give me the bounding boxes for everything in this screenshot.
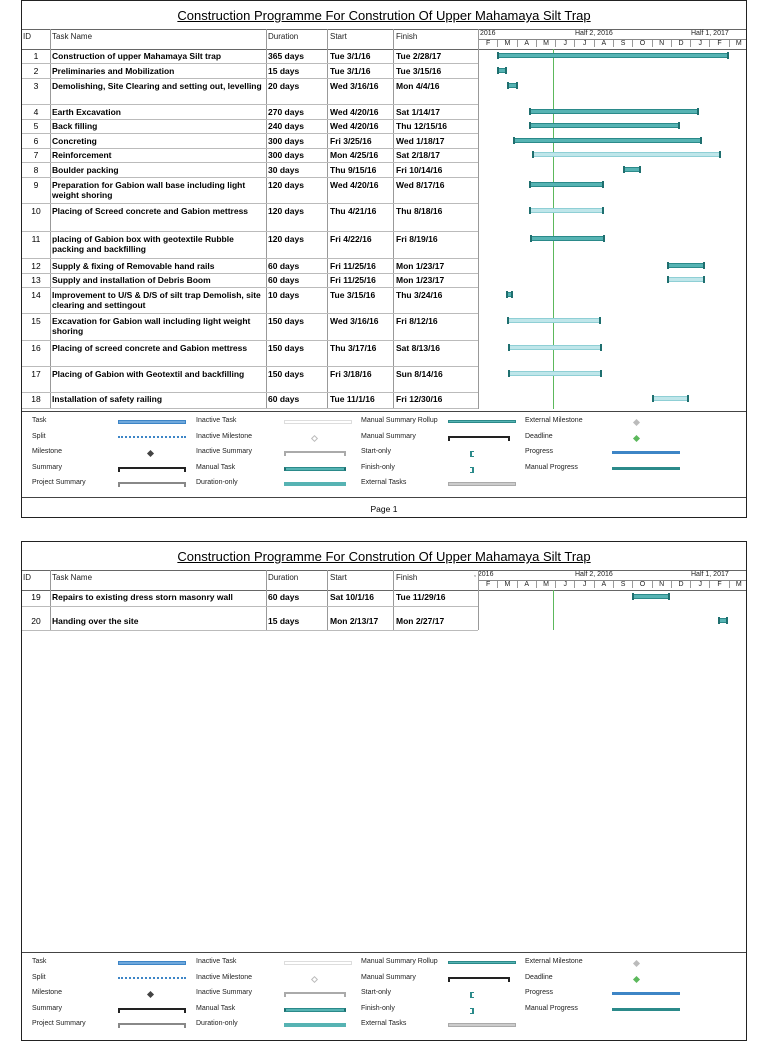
legend-swatch-psummary — [118, 482, 186, 487]
legend-label: Manual Task — [196, 463, 236, 471]
legend-swatch-insum — [284, 992, 346, 997]
legend-swatch-progress — [612, 451, 680, 454]
task-duration: 240 days — [268, 121, 304, 131]
task-start: Wed 4/20/16 — [330, 180, 379, 190]
month-label: A — [594, 40, 613, 47]
row-separator — [22, 63, 478, 64]
gantt-bar — [718, 618, 728, 623]
month-label: A — [517, 40, 536, 47]
task-finish: Fri 8/19/16 — [396, 234, 438, 244]
task-id: 16 — [31, 343, 41, 353]
grid-line — [327, 29, 328, 409]
month-label: D — [671, 581, 690, 588]
month-label: F — [709, 40, 728, 47]
legend-label: Milestone — [32, 448, 62, 455]
row-separator — [22, 273, 478, 274]
gantt-bar — [529, 123, 680, 128]
col-header-finish: Finish — [396, 573, 418, 582]
legend-label: Summary — [32, 463, 62, 471]
row-separator — [22, 203, 478, 204]
task-duration: 60 days — [268, 394, 300, 404]
row-separator — [22, 231, 478, 232]
task-id: 7 — [33, 150, 39, 160]
task-id: 6 — [33, 136, 39, 146]
task-id: 5 — [33, 121, 39, 131]
month-label: J — [555, 40, 574, 47]
legend-label: Manual Progress — [525, 463, 578, 471]
gantt-page-2 — [21, 541, 747, 1041]
legend-label: Split — [32, 432, 46, 440]
task-id: 10 — [31, 206, 41, 216]
task-finish: Thu 12/15/16 — [396, 121, 448, 131]
task-finish: Mon 4/4/16 — [396, 81, 440, 91]
task-name: Handing over the site — [52, 616, 139, 626]
legend-swatch-startonly — [470, 451, 474, 457]
task-duration: 150 days — [268, 316, 304, 326]
task-start: Tue 11/1/16 — [330, 394, 375, 404]
task-name: Excavation for Gabion wall including light weight shoring — [52, 316, 251, 336]
legend-label: Manual Task — [196, 1004, 236, 1012]
gantt-bar — [623, 167, 641, 172]
grid-line — [50, 570, 51, 630]
legend-label: Inactive Summary — [196, 448, 253, 455]
row-separator — [22, 119, 478, 120]
grid-line — [266, 570, 267, 630]
row-separator — [22, 630, 478, 631]
task-duration: 120 days — [268, 234, 304, 244]
gantt-bar — [532, 152, 721, 157]
gantt-bar — [530, 236, 605, 241]
legend-label: Inactive Task — [196, 958, 237, 965]
gantt-bar — [529, 208, 604, 213]
grid-line — [393, 29, 394, 409]
legend-swatch-extmile — [633, 419, 640, 426]
task-id: 8 — [33, 165, 39, 175]
gantt-bar — [632, 594, 670, 599]
month-label: O — [632, 40, 651, 47]
task-start: Mon 4/25/16 — [330, 150, 379, 160]
month-label: S — [613, 40, 632, 47]
task-name: Installation of safety railing — [52, 394, 163, 404]
task-name: Supply and installation of Debris Boom — [52, 275, 211, 285]
task-name: Improvement to U/S & D/S of silt trap Demolish, site clearing and settingout — [52, 290, 261, 310]
task-id: 15 — [31, 316, 41, 326]
current-date-line — [553, 49, 554, 409]
task-name: Concreting — [52, 136, 97, 146]
legend-label: Project Summary — [32, 479, 86, 486]
task-duration: 60 days — [268, 592, 300, 602]
month-label: F — [709, 581, 728, 588]
gantt-bar — [667, 277, 705, 282]
legend-swatch-milestone — [147, 450, 154, 457]
task-duration: 10 days — [268, 290, 300, 300]
gantt-bar — [529, 182, 604, 187]
col-header-start: Start — [330, 573, 347, 582]
month-label: A — [594, 581, 613, 588]
task-start: Tue 3/1/16 — [330, 51, 371, 61]
month-label: M — [497, 581, 516, 588]
task-start: Fri 3/18/16 — [330, 369, 372, 379]
legend-swatch-manual — [284, 1008, 346, 1012]
col-header-name: Task Name — [52, 573, 93, 582]
legend-swatch-summary — [118, 467, 186, 472]
task-start: Mon 2/13/17 — [330, 616, 379, 626]
footer-line — [22, 497, 746, 498]
grid-line — [478, 570, 479, 630]
month-label: M — [729, 581, 747, 588]
legend-swatch-insum — [284, 451, 346, 456]
legend-label: Manual Progress — [525, 1004, 578, 1012]
grid-line — [327, 570, 328, 630]
col-header-id: ID — [23, 32, 31, 41]
page-title: Construction Programme For Constrution Of Upper Mahamaya Silt Trap — [177, 549, 591, 564]
task-duration: 60 days — [268, 275, 300, 285]
legend-label: Milestone — [32, 989, 62, 996]
task-name: Repairs to existing dress storn masonry wall — [52, 592, 233, 602]
legend-swatch-startonly — [470, 992, 474, 998]
gantt-bar — [507, 83, 519, 88]
legend-label: Split — [32, 973, 46, 981]
legend-label: Duration-only — [196, 479, 238, 486]
gantt-bar — [497, 53, 728, 58]
month-label: M — [536, 581, 555, 588]
task-id: 9 — [33, 180, 39, 190]
legend-swatch-inactive — [284, 420, 352, 424]
task-duration: 270 days — [268, 107, 304, 117]
task-name: Placing of Gabion with Geotextil and backfilling — [52, 369, 245, 379]
task-name: Placing of Screed concrete and Gabion mettress — [52, 206, 249, 216]
task-finish: Sat 8/13/16 — [396, 343, 440, 353]
timeline-period-1: , 2016 — [474, 571, 494, 578]
task-id: 20 — [31, 616, 41, 626]
legend-label: Deadline — [525, 973, 553, 981]
timeline-period-1: 2016 — [480, 30, 496, 37]
task-start: Fri 4/22/16 — [330, 234, 372, 244]
grid-line — [266, 29, 267, 409]
timeline-period-2: Half 2, 2016 — [575, 30, 613, 37]
task-id: 17 — [31, 369, 41, 379]
legend-label: Manual Summary Rollup — [361, 958, 438, 965]
task-duration: 120 days — [268, 206, 304, 216]
legend-swatch-msum — [448, 436, 510, 441]
month-label: J — [690, 581, 709, 588]
month-label: M — [497, 40, 516, 47]
task-duration: 150 days — [268, 343, 304, 353]
legend-swatch-inmile — [311, 434, 318, 441]
row-separator — [22, 78, 478, 79]
month-label: J — [574, 581, 593, 588]
grid-line — [393, 570, 394, 630]
task-name: placing of Gabion box with geotextile Rubble packing and backfilling — [52, 234, 234, 254]
task-id: 13 — [31, 275, 41, 285]
legend-swatch-msr — [448, 420, 516, 423]
task-finish: Tue 11/29/16 — [396, 592, 446, 602]
legend-swatch-msum — [448, 977, 510, 982]
task-id: 2 — [33, 66, 39, 76]
legend-swatch-split — [118, 436, 186, 438]
gantt-bar — [529, 109, 699, 114]
row-separator — [22, 162, 478, 163]
col-header-start: Start — [330, 32, 347, 41]
row-separator — [22, 287, 478, 288]
legend-swatch-deadline — [633, 434, 640, 441]
legend-label: Inactive Task — [196, 417, 237, 424]
task-id: 19 — [31, 592, 41, 602]
header-top-line — [22, 570, 746, 571]
legend-swatch-summary — [118, 1008, 186, 1013]
row-separator — [22, 313, 478, 314]
legend-swatch-inmile — [311, 975, 318, 982]
month-label: M — [729, 40, 747, 47]
row-separator — [22, 606, 478, 607]
task-start: Tue 3/15/16 — [330, 290, 376, 300]
task-name: Placing of screed concrete and Gabion mettress — [52, 343, 248, 353]
month-label: O — [632, 581, 651, 588]
month-label: S — [613, 581, 632, 588]
task-name: Earth Excavation — [52, 107, 121, 117]
row-separator — [22, 148, 478, 149]
task-name: Preparation for Gabion wall base including light weight shoring — [52, 180, 246, 200]
task-start: Thu 9/15/16 — [330, 165, 377, 175]
col-header-id: ID — [23, 573, 31, 582]
task-id: 12 — [31, 261, 41, 271]
legend-swatch-ext — [448, 482, 516, 486]
task-start: Fri 11/25/16 — [330, 275, 376, 285]
legend-label: Progress — [525, 989, 554, 996]
task-start: Fri 3/25/16 — [330, 136, 372, 146]
legend-swatch-mprogress — [612, 1008, 680, 1011]
row-separator — [22, 340, 478, 341]
legend-swatch-split — [118, 977, 186, 979]
task-start: Wed 3/16/16 — [330, 316, 379, 326]
task-finish: Sun 8/14/16 — [396, 369, 443, 379]
legend-swatch-extmile — [633, 960, 640, 967]
legend-label: Task — [32, 958, 47, 965]
legend-swatch-progress — [612, 992, 680, 995]
gantt-bar — [667, 263, 705, 268]
task-name: Supply & fixing of Removable hand rails — [52, 261, 215, 271]
task-finish: Fri 12/30/16 — [396, 394, 443, 404]
legend-label: Finish-only — [361, 1004, 395, 1012]
gantt-bar — [497, 68, 507, 73]
legend-label: Manual Summary — [361, 432, 416, 440]
task-duration: 60 days — [268, 261, 300, 271]
legend-label: Progress — [525, 448, 554, 455]
col-header-duration: Duration — [268, 573, 299, 582]
task-start: Tue 3/1/16 — [330, 66, 371, 76]
timeline-period-2: Half 2, 2016 — [575, 571, 613, 578]
gantt-bar — [513, 138, 702, 143]
month-label: J — [555, 581, 574, 588]
legend-label: External Milestone — [525, 958, 583, 965]
legend-label: Finish-only — [361, 463, 395, 471]
legend-label: Inactive Summary — [196, 989, 253, 996]
task-id: 18 — [31, 394, 41, 404]
task-duration: 120 days — [268, 180, 304, 190]
gantt-bar — [508, 345, 603, 350]
task-id: 14 — [31, 290, 41, 300]
legend-label: Project Summary — [32, 1020, 86, 1027]
task-start: Sat 10/1/16 — [330, 592, 374, 602]
col-header-duration: Duration — [268, 32, 299, 41]
legend-swatch-task — [118, 420, 186, 424]
header-top-line — [22, 29, 746, 30]
task-finish: Mon 1/23/17 — [396, 275, 445, 285]
month-label: J — [690, 40, 709, 47]
task-finish: Sat 2/18/17 — [396, 150, 440, 160]
month-label: J — [574, 40, 593, 47]
timeline-period-3: Half 1, 2017 — [691, 571, 729, 578]
row-separator — [22, 408, 478, 409]
legend-swatch-duronly — [284, 482, 346, 486]
task-finish: Wed 8/17/16 — [396, 180, 445, 190]
legend-label: External Milestone — [525, 417, 583, 424]
page-title: Construction Programme For Constrution Of Upper Mahamaya Silt Trap — [177, 8, 591, 23]
gantt-page-1 — [21, 0, 747, 518]
task-finish: Tue 2/28/17 — [396, 51, 442, 61]
task-duration: 150 days — [268, 369, 304, 379]
legend-swatch-deadline — [633, 975, 640, 982]
task-name: Boulder packing — [52, 165, 119, 175]
current-date-line — [553, 590, 554, 630]
legend-swatch-finishonly — [470, 467, 474, 473]
row-separator — [22, 133, 478, 134]
month-label: N — [652, 40, 671, 47]
row-separator — [22, 104, 478, 105]
page-number: Page 1 — [370, 504, 398, 514]
gantt-bar — [507, 318, 602, 323]
task-name: Back filling — [52, 121, 98, 131]
month-label: N — [652, 581, 671, 588]
task-finish: Fri 10/14/16 — [396, 165, 443, 175]
legend — [22, 411, 746, 498]
gantt-bar — [652, 396, 690, 401]
legend-label: Task — [32, 417, 47, 424]
header-bottom-line — [22, 49, 746, 50]
task-finish: Fri 8/12/16 — [396, 316, 438, 326]
task-finish: Mon 1/23/17 — [396, 261, 445, 271]
task-duration: 365 days — [268, 51, 304, 61]
legend-label: Inactive Milestone — [196, 432, 253, 440]
task-start: Thu 3/17/16 — [330, 343, 377, 353]
row-separator — [22, 366, 478, 367]
task-finish: Thu 3/24/16 — [396, 290, 443, 300]
task-finish: Wed 1/18/17 — [396, 136, 445, 146]
task-finish: Tue 3/15/16 — [396, 66, 442, 76]
task-start: Wed 3/16/16 — [330, 81, 379, 91]
month-label: A — [517, 581, 536, 588]
task-id: 4 — [33, 107, 39, 117]
row-separator — [22, 392, 478, 393]
gantt-bar — [508, 371, 603, 376]
task-finish: Mon 2/27/17 — [396, 616, 445, 626]
month-label: D — [671, 40, 690, 47]
task-start: Wed 4/20/16 — [330, 121, 379, 131]
task-name: Construction of upper Mahamaya Silt trap — [52, 51, 222, 61]
task-id: 3 — [33, 81, 39, 91]
legend-swatch-task — [118, 961, 186, 965]
month-label: F — [478, 40, 497, 47]
timeline-period-3: Half 1, 2017 — [691, 30, 729, 37]
legend-label: Deadline — [525, 432, 553, 440]
task-name: Demolishing, Site Clearing and setting out, levelling — [52, 81, 262, 91]
legend-swatch-milestone — [147, 991, 154, 998]
legend-label: Summary — [32, 1004, 62, 1012]
month-label: F — [478, 581, 497, 588]
task-duration: 20 days — [268, 81, 300, 91]
task-id: 1 — [33, 51, 39, 61]
task-start: Wed 4/20/16 — [330, 107, 379, 117]
task-duration: 15 days — [268, 616, 300, 626]
col-header-finish: Finish — [396, 32, 418, 41]
header-bottom-line — [22, 590, 746, 591]
legend — [22, 952, 746, 1039]
row-separator — [22, 177, 478, 178]
legend-swatch-finishonly — [470, 1008, 474, 1014]
legend-swatch-manual — [284, 467, 346, 471]
legend-swatch-inactive — [284, 961, 352, 965]
legend-label: Start-only — [361, 448, 391, 455]
legend-swatch-mprogress — [612, 467, 680, 470]
legend-label: External Tasks — [361, 479, 407, 486]
task-start: Fri 11/25/16 — [330, 261, 376, 271]
task-duration: 15 days — [268, 66, 300, 76]
legend-label: External Tasks — [361, 1020, 407, 1027]
task-name: Preliminaries and Mobilization — [52, 66, 175, 76]
task-finish: Sat 1/14/17 — [396, 107, 440, 117]
col-header-name: Task Name — [52, 32, 93, 41]
grid-line — [50, 29, 51, 409]
task-id: 11 — [31, 234, 41, 244]
task-name: Reinforcement — [52, 150, 112, 160]
legend-label: Manual Summary Rollup — [361, 417, 438, 424]
month-label: M — [536, 40, 555, 47]
task-start: Thu 4/21/16 — [330, 206, 377, 216]
gantt-bar — [506, 292, 513, 297]
task-duration: 300 days — [268, 136, 304, 146]
task-duration: 30 days — [268, 165, 300, 175]
grid-line — [478, 29, 479, 409]
task-duration: 300 days — [268, 150, 304, 160]
legend-label: Duration-only — [196, 1020, 238, 1027]
legend-label: Manual Summary — [361, 973, 416, 981]
task-finish: Thu 8/18/16 — [396, 206, 443, 216]
legend-label: Inactive Milestone — [196, 973, 253, 981]
legend-swatch-msr — [448, 961, 516, 964]
row-separator — [22, 258, 478, 259]
legend-label: Start-only — [361, 989, 391, 996]
